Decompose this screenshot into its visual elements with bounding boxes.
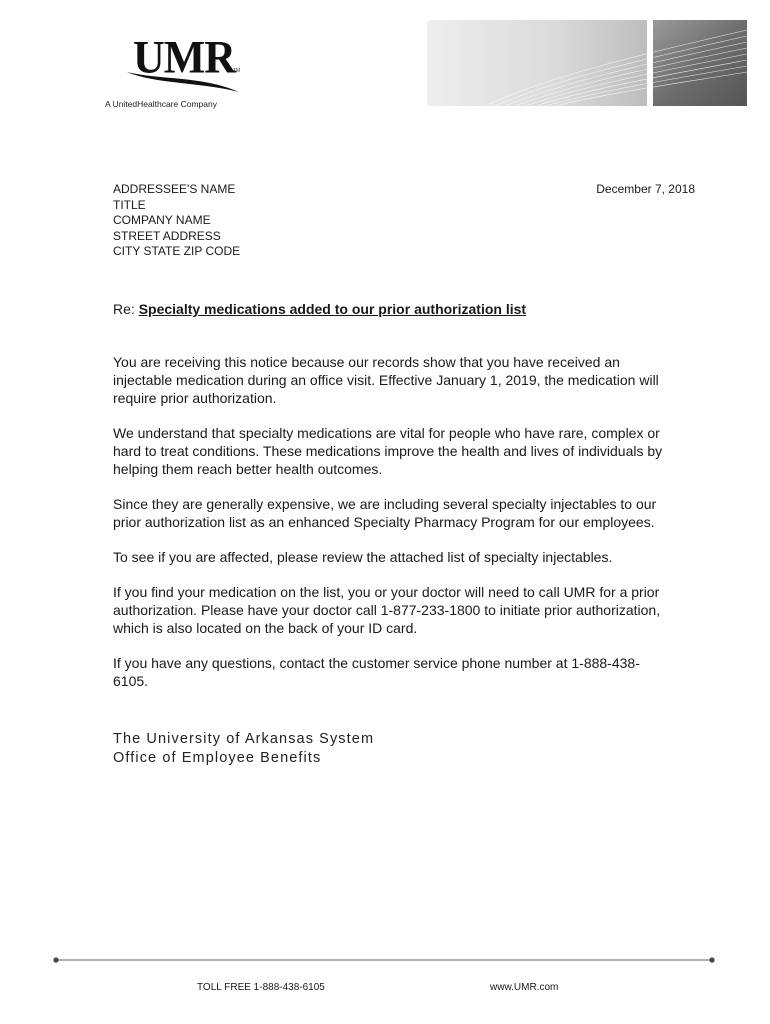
letter-body <box>113 353 665 707</box>
body-paragraph: We understand that specialty medications are vital for people who have rare, complex or hard to treat conditions. These medications improve the health and lives of individuals by helping them reach better health outcomes. <box>113 425 663 477</box>
header-graphic <box>425 18 750 108</box>
umr-logo <box>105 31 245 116</box>
subject-line <box>113 301 526 317</box>
addressee-street: STREET ADDRESS <box>113 228 221 243</box>
footer-toll-free-phone: TOLL FREE 1-888-438-6105 <box>197 982 325 993</box>
body-paragraph: If you find your medication on the list, you or your doctor will need to call UMR for a prior authorization. Please have your doctor call 1-877-233-1800 to initiate prior authorization, which is also located on the back of your ID card. <box>113 584 661 636</box>
addressee-city-state-zip: CITY STATE ZIP CODE <box>113 244 241 258</box>
body-paragraph: If you have any questions, contact the customer service phone number at 1-888-438-6105. <box>113 655 640 689</box>
signature-block <box>113 730 374 768</box>
signature-office: Office of Employee Benefits <box>113 750 322 766</box>
logo-wordmark: UMR <box>133 31 236 84</box>
addressee-block <box>113 182 240 260</box>
logo-tagline: A UnitedHealthcare Company <box>105 99 217 109</box>
body-paragraph: You are receiving this notice because our records show that you have received an injectable medication during an office visit. Effective January 1, 2019, the medication will require prior authorization. <box>113 354 659 406</box>
letter-date: December 7, 2018 <box>596 182 695 196</box>
addressee-title: TITLE <box>113 197 146 212</box>
footer-divider <box>52 950 716 970</box>
subject-prefix: Re: <box>113 301 135 317</box>
addressee-company: COMPANY NAME <box>113 213 211 227</box>
subject-title: Specialty medications added to our prior authorization list <box>138 301 527 317</box>
body-paragraph: Since they are generally expensive, we are including several specialty injectables to our prior authorization list as an enhanced Specialty Pharmacy Program for our employees. <box>113 496 657 530</box>
logo-swoosh-icon <box>125 66 243 96</box>
body-paragraph: To see if you are affected, please review the attached list of specialty injectables. <box>113 549 613 565</box>
addressee-name: ADDRESSEE'S NAME <box>113 182 236 196</box>
signature-organization: The University of Arkansas System <box>113 731 375 747</box>
logo-trademark: TM <box>233 68 241 74</box>
footer-website-link[interactable]: www.UMR.com <box>490 982 559 993</box>
